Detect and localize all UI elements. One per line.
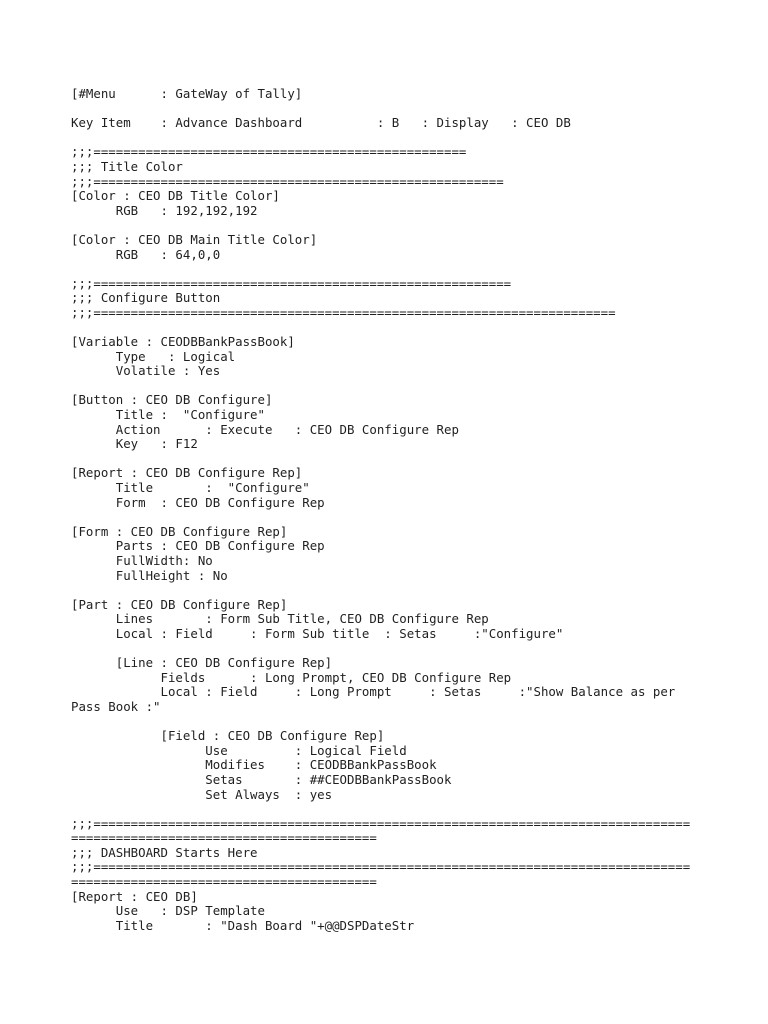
text-line: FullHeight : No [71,567,228,583]
text-line: ========================================= [71,830,377,846]
text-line: Fields : Long Prompt, CEO DB Configure Rep [71,669,512,685]
text-line [71,642,711,657]
text-line: Key : F12 [71,436,198,452]
text-line: Title : "Configure" [71,407,265,423]
text-line: Type : Logical [71,348,236,364]
text-line: [#Menu : GateWay of Tally] [71,86,303,101]
text-line: Local : Field : Long Prompt : Setas :"Show Balance as per [71,684,676,700]
text-line: [Button : CEO DB Configure] [71,392,273,408]
text-line [71,715,711,730]
text-line [71,510,711,525]
text-line: RGB : 64,0,0 [71,246,221,262]
text-line [71,131,711,146]
text-line [71,583,711,598]
text-line [71,321,711,336]
text-line: ;;;================================================================================ [71,815,691,831]
text-line: Set Always : yes [71,786,333,802]
text-line [71,379,711,394]
text-line: Form : CEO DB Configure Rep [71,494,325,510]
text-line: Title : "Dash Board "+@@DSPDateStr [71,917,415,933]
text-line: ;;; DASHBOARD Starts Here [71,844,258,860]
text-line [71,802,711,817]
text-line: Setas : ##CEODBBankPassBook [71,771,452,787]
text-line: ;;;================================================================================ [71,859,691,875]
tdl-source-document [71,87,711,933]
text-line: [Variable : CEODBBankPassBook] [71,334,295,350]
text-line: Lines : Form Sub Title, CEO DB Configure Rep [71,611,489,627]
text-line: Local : Field : Form Sub title : Setas :"Configure" [71,625,564,641]
text-line: [Form : CEO DB Configure Rep] [71,523,288,539]
text-line: [Line : CEO DB Configure Rep] [71,655,333,671]
text-line: Key Item : Advance Dashboard : B : Display : CEO DB [71,115,571,131]
text-line: Modifies : CEODBBankPassBook [71,757,437,773]
text-line: ========================================= [71,874,377,890]
text-line [71,452,711,467]
text-line: [Color : CEO DB Main Title Color] [71,231,318,247]
text-line: ;;; Configure Button [71,290,221,306]
text-line: ;;;====================================================================== [71,304,616,320]
text-line: Pass Book :" [71,698,161,714]
text-line: [Part : CEO DB Configure Rep] [71,596,288,612]
text-line: Use : DSP Template [71,903,265,919]
text-line: ;;; Title Color [71,158,183,174]
text-line: ;;;======================================================== [71,275,512,291]
text-line: [Report : CEO DB] [71,888,198,904]
text-line: [Field : CEO DB Configure Rep] [71,728,385,744]
text-line: ;;;======================================================= [71,173,504,189]
text-line: Use : Logical Field [71,742,407,758]
text-line [71,262,711,277]
text-line: RGB : 192,192,192 [71,202,258,218]
text-line [71,218,711,233]
text-line: Parts : CEO DB Configure Rep [71,538,325,554]
text-line: ;;;================================================== [71,144,467,160]
text-line: Title : "Configure" [71,480,310,496]
text-line: Action : Execute : CEO DB Configure Rep [71,421,459,437]
text-line [71,102,711,117]
text-line: [Report : CEO DB Configure Rep] [71,465,303,481]
text-line: [Color : CEO DB Title Color] [71,188,280,204]
text-line: Volatile : Yes [71,363,221,379]
text-line: FullWidth: No [71,553,213,568]
